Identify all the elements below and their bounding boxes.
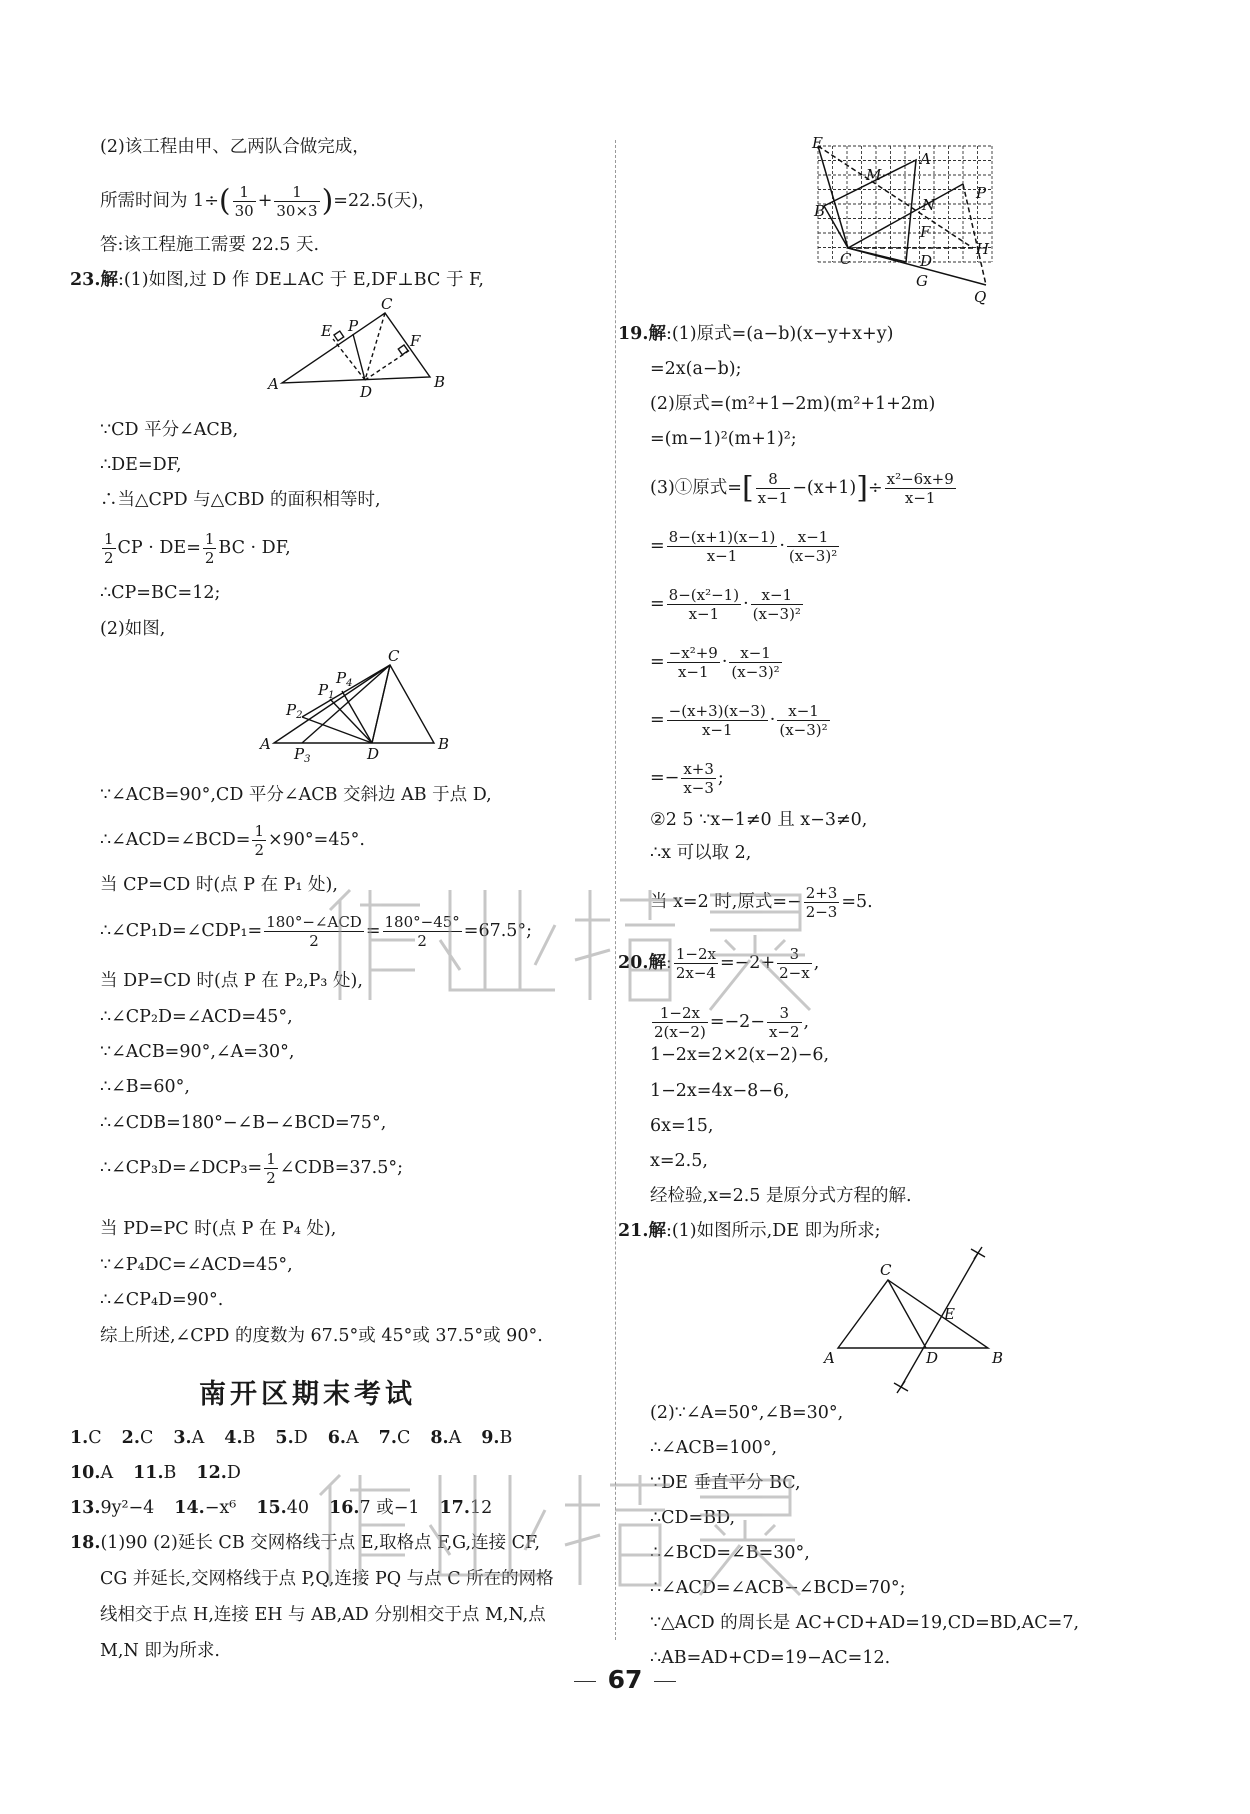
answer-item — [379, 1428, 411, 1448]
q20-line6: x=2.5, — [650, 1151, 708, 1171]
q19-line10: =− $\frac{x+3}{x-3}$ ; — [650, 760, 724, 797]
solution-label: 解 — [648, 953, 666, 973]
answer-number: 6. — [327, 1428, 347, 1448]
section-title: 南开区期末考试 — [199, 1379, 416, 1410]
label-P4: $P_4$ — [336, 669, 353, 689]
label-P: P — [348, 317, 359, 335]
label-A: A — [920, 150, 931, 168]
answer-item — [275, 1428, 307, 1448]
q20-line7: 经检验,x=2.5 是原分式方程的解. — [650, 1186, 912, 1206]
answer-value: −x⁶ — [204, 1498, 237, 1518]
q23-line1: 23.解:(1)如图,过 D 作 DE⊥AC 于 E,DF⊥BC 于 F, — [70, 270, 484, 290]
answer-item — [70, 1463, 113, 1483]
label-E: E — [321, 322, 332, 340]
q23-line6: ∴CP=BC=12; — [100, 583, 221, 603]
label-P2: $P_2$ — [286, 701, 303, 721]
q23-line11: ∴∠CP₁D=∠CDP₁= $\frac{\text{180°−∠ACD}}{2}$ = $\frac{180^\circ-45^\circ}{2}$ =67.5°; — [100, 913, 533, 950]
q23-line5: $\frac{1}{2}$ CP · DE= $\frac{1}{2}$ BC · DF, — [104, 530, 291, 567]
answer-item — [224, 1428, 255, 1448]
question-number: 21. — [618, 1221, 649, 1241]
q18-line4: M,N 即为所求. — [100, 1641, 220, 1661]
q23-line2: ∵CD 平分∠ACB, — [100, 420, 239, 440]
label-F: F — [920, 223, 931, 241]
answer-value: 7 或−1 — [359, 1498, 420, 1518]
q23-line21: 综上所述,∠CPD 的度数为 67.5°或 45°或 37.5°或 90°. — [100, 1326, 543, 1346]
label-P: P — [976, 184, 987, 202]
label-D: D — [926, 1349, 939, 1367]
answer-number: 8. — [430, 1428, 449, 1448]
answers-row-3 — [70, 1496, 512, 1520]
label-D: D — [360, 383, 373, 401]
q20-line3: 1−2x=2×2(x−2)−6, — [650, 1045, 830, 1065]
q23-line15: ∴∠B=60°, — [100, 1077, 190, 1097]
q23-line12: 当 DP=CD 时(点 P 在 P₂,P₃ 处), — [100, 971, 363, 991]
q23-line8: ∵∠ACB=90°,CD 平分∠ACB 交斜边 AB 于点 D, — [100, 785, 492, 805]
answer-item — [70, 1498, 154, 1518]
label-B: B — [438, 735, 450, 753]
answer-item — [256, 1498, 309, 1518]
q23-line20: ∴∠CP₄D=90°. — [100, 1290, 224, 1310]
q23-line13: ∴∠CP₂D=∠ACD=45°, — [100, 1007, 293, 1027]
q19-line12: ∴x 可以取 2, — [650, 843, 752, 863]
answer-value: A — [346, 1428, 359, 1448]
q19-line4: =(m−1)²(m+1)²; — [650, 429, 797, 449]
q20-line5: 6x=15, — [650, 1116, 714, 1136]
q22-part2-line1: (2)该工程由甲、乙两队合做完成， — [100, 137, 370, 157]
label-C: C — [840, 250, 852, 268]
answer-number: 10. — [70, 1463, 101, 1483]
q23-line14: ∵∠ACB=90°,∠A=30°, — [100, 1042, 295, 1062]
q18-line3: 线相交于点 H,连接 EH 与 AB,AD 分别相交于点 M,N,点 — [100, 1605, 546, 1625]
answer-value: C — [396, 1428, 411, 1448]
answer-value: 9y²−4 — [100, 1498, 155, 1518]
label-N: N — [922, 196, 936, 214]
answer-number: 15. — [256, 1498, 287, 1518]
label-B: B — [992, 1349, 1004, 1367]
label-D: D — [920, 252, 933, 270]
q20-line2: $\frac{1-2x}{2(x-2)}$ =−2− $\frac{3}{x-2}$ , — [654, 1004, 810, 1041]
answer-value: B — [499, 1428, 513, 1448]
q21-line4: ∵DE 垂直平分 BC, — [650, 1473, 801, 1493]
q22-part2-line3: 答:该工程施工需要 22.5 天. — [100, 235, 320, 255]
q23-figure-2 — [260, 647, 452, 765]
q19-line5: (3)①原式=[ $\frac{8}{x-1}$ −(x+1)]÷ $\frac{\text{x²−6x+9}}{x-1}$ — [650, 470, 954, 507]
answer-value: A — [191, 1428, 205, 1448]
answer-item — [133, 1463, 176, 1483]
q19-line3: (2)原式=(m²+1−2m)(m²+1+2m) — [650, 394, 936, 414]
answer-value: A — [448, 1428, 462, 1448]
q23-line9: ∴∠ACD=∠BCD= $\frac{1}{2}$ ×90°=45°. — [100, 822, 365, 859]
q21-line9: ∴AB=AD+CD=19−AC=12. — [650, 1648, 891, 1668]
q19-line7: = $\frac{\text{8−(x²−1)}}{x-1}$ · $\frac{x-1}{\text{(x−3)²}}$ — [650, 586, 801, 623]
answer-item — [173, 1428, 204, 1448]
answer-number: 13. — [70, 1498, 101, 1518]
answer-item — [328, 1428, 359, 1448]
answer-number: 2. — [121, 1428, 140, 1448]
answer-value: 12 — [469, 1498, 493, 1518]
answer-item — [174, 1498, 236, 1518]
answer-item — [481, 1428, 512, 1448]
answer-number: 4. — [224, 1428, 243, 1448]
q23-figure-1 — [268, 295, 446, 401]
fraction: $\frac{1}{30}$ — [234, 183, 254, 220]
answer-number: 12. — [196, 1463, 227, 1483]
q21-line2: (2)∵∠A=50°,∠B=30°, — [650, 1403, 844, 1423]
answer-item — [329, 1498, 419, 1518]
answer-number: 11. — [133, 1463, 164, 1483]
q23-line3: ∴DE=DF, — [100, 455, 182, 475]
page-number: 67 — [0, 1665, 1250, 1694]
label-A: A — [260, 735, 271, 753]
fraction: $\frac{1}{30\times 3}$ — [276, 183, 318, 220]
answer-item — [122, 1428, 154, 1448]
q18-line2: CG 并延长,交网格线于点 P,Q,连接 PQ 与点 C 所在的网格 — [100, 1569, 554, 1589]
q21-line8: ∵△ACD 的周长是 AC+CD+AD=19,CD=BD,AC=7, — [650, 1613, 1080, 1633]
label-E: E — [944, 1305, 955, 1323]
q19-line9: = $\frac{-(x+3)(x-3)}{x-1}$ · $\frac{x-1}{\text{(x−3)²}}$ — [650, 702, 828, 739]
q19-line11: ②2 5 ∵x−1≠0 且 x−3≠0, — [650, 810, 868, 830]
label-F: F — [410, 332, 421, 350]
q23-line16: ∴∠CDB=180°−∠B−∠BCD=75°, — [100, 1113, 387, 1133]
answer-number: 7. — [378, 1428, 397, 1448]
answers-row-1 — [70, 1426, 532, 1450]
answer-value: C — [88, 1428, 102, 1448]
column-divider — [615, 140, 616, 1640]
answer-value: B — [242, 1428, 256, 1448]
q21-line1: 21.解:(1)如图所示,DE 即为所求; — [618, 1221, 881, 1241]
q19-line1: 19.解:(1)原式=(a−b)(x−y+x+y) — [618, 324, 894, 344]
answer-value: A — [100, 1463, 114, 1483]
answer-number: 16. — [329, 1498, 360, 1518]
answer-value: D — [226, 1463, 241, 1483]
label-H: H — [976, 240, 990, 258]
q18-grid-figure — [808, 134, 1023, 306]
q23-line17: ∴∠CP₃D=∠DCP₃= $\frac{1}{2}$ ∠CDB=37.5°; — [100, 1150, 403, 1187]
label-P1: $P_1$ — [318, 681, 335, 701]
q21-line6: ∴∠BCD=∠B=30°, — [650, 1543, 810, 1563]
label-C: C — [388, 647, 400, 665]
label-P3: $P_3$ — [294, 745, 311, 765]
answer-value: C — [139, 1428, 154, 1448]
q19-line6: = $\frac{8-(x+1)(x-1)}{x-1}$ · $\frac{x-1}{\text{(x−3)²}}$ — [650, 528, 838, 565]
label-A: A — [824, 1349, 835, 1367]
q19-line2: =2x(a−b); — [650, 359, 742, 379]
answer-item — [440, 1498, 493, 1518]
q23-line18: 当 PD=PC 时(点 P 在 P₄ 处), — [100, 1219, 337, 1239]
answer-number: 9. — [481, 1428, 500, 1448]
label-C: C — [880, 1261, 892, 1279]
answer-number: 3. — [173, 1428, 192, 1448]
answer-item — [70, 1428, 102, 1448]
label-B: B — [434, 373, 446, 391]
solution-label: 解 — [648, 1221, 666, 1241]
question-number: 18. — [70, 1533, 101, 1553]
q21-line7: ∴∠ACD=∠ACB−∠BCD=70°; — [650, 1578, 906, 1598]
q20-line1: 20.解: $\frac{1-2x}{2x-4}$ =−2+ $\frac{3}{2-x}$ , — [618, 945, 820, 982]
label-C: C — [381, 295, 393, 313]
label-M: M — [866, 166, 882, 184]
q19-line13: 当 x=2 时,原式=− $\frac{2+3}{2-3}$ =5. — [650, 884, 873, 921]
answer-item — [430, 1428, 461, 1448]
q22-part2-line2: 所需时间为 1÷( $\frac{1}{30}$ + $\frac{1}{30\times 3}$ )=22.5(天)， — [100, 183, 436, 220]
answer-value: D — [293, 1428, 308, 1448]
solution-label: 解 — [100, 270, 118, 290]
answer-value: 40 — [286, 1498, 310, 1518]
q19-line8: = $\frac{\text{−x²+9}}{x-1}$ · $\frac{x-1}{\text{(x−3)²}}$ — [650, 644, 780, 681]
q23-line4: ∴当△CPD 与△CBD 的面积相等时, — [100, 490, 381, 510]
q23-line10: 当 CP=CD 时(点 P 在 P₁ 处), — [100, 875, 338, 895]
answer-value: B — [163, 1463, 177, 1483]
question-number: 23. — [70, 270, 101, 290]
question-number: 19. — [618, 324, 649, 344]
q21-line3: ∴∠ACB=100°, — [650, 1438, 778, 1458]
q23-line19: ∵∠P₄DC=∠ACD=45°, — [100, 1255, 293, 1275]
solution-label: 解 — [648, 324, 666, 344]
answer-item — [196, 1463, 240, 1483]
label-G: G — [916, 272, 928, 290]
answers-row-2 — [70, 1461, 261, 1485]
label-E: E — [812, 134, 823, 152]
label-A: A — [268, 375, 279, 393]
q21-line5: ∴CD=BD, — [650, 1508, 736, 1528]
answer-number: 17. — [439, 1498, 470, 1518]
label-B: B — [814, 202, 826, 220]
q23-line7: (2)如图, — [100, 619, 166, 639]
q20-line4: 1−2x=4x−8−6, — [650, 1081, 790, 1101]
answer-number: 14. — [174, 1498, 205, 1518]
q21-figure — [824, 1245, 1018, 1395]
label-Q: Q — [974, 288, 987, 306]
question-number: 20. — [618, 953, 649, 973]
q18-line1: 18.(1)90 (2)延长 CB 交网格线于点 E,取格点 F,G,连接 CF, — [70, 1533, 541, 1553]
answer-number: 1. — [70, 1428, 89, 1448]
answer-number: 5. — [275, 1428, 294, 1448]
label-D: D — [367, 745, 380, 763]
